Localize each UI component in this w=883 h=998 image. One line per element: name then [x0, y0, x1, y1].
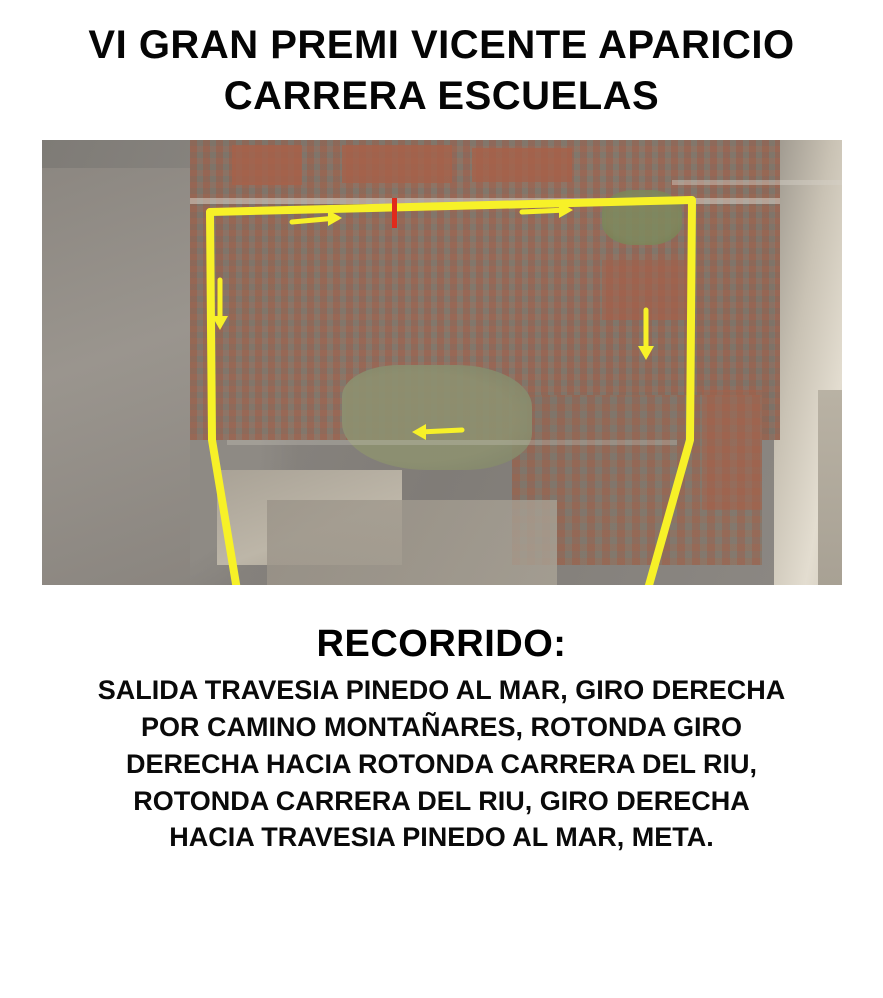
recorrido-description	[22, 672, 862, 856]
title-line-2: CARRERA ESCUELAS	[223, 74, 660, 119]
recorrido-heading: RECORRIDO:	[316, 623, 567, 666]
recorrido-line-4: ROTONDA CARRERA DEL RIU, GIRO DERECHA	[133, 785, 750, 816]
title-line-1: VI GRAN PREMI VICENTE APARICIO	[88, 23, 795, 67]
recorrido-line-2: POR CAMINO MONTAÑARES, ROTONDA GIRO	[140, 712, 742, 743]
start-finish-marker	[392, 198, 397, 228]
map-building-cluster-3	[472, 148, 572, 182]
recorrido-line-5: HACIA TRAVESIA PINEDO AL MAR, META.	[169, 822, 714, 853]
map-field-left	[42, 168, 190, 585]
map-open-lot-south	[267, 500, 557, 585]
map-sea	[818, 390, 842, 585]
map-building-cluster-5	[702, 390, 762, 510]
title-block	[0, 0, 883, 122]
recorrido-line-1: SALIDA TRAVESIA PINEDO AL MAR, GIRO DERECHA	[97, 675, 786, 706]
map-building-cluster-4	[602, 260, 692, 320]
map-green-area	[342, 365, 532, 470]
map-road-north	[190, 198, 780, 204]
map-road-northeast	[672, 180, 842, 185]
course-map	[42, 140, 842, 585]
map-building-cluster-1	[232, 145, 302, 185]
map-building-cluster-2	[342, 145, 452, 183]
map-road-mid	[227, 440, 677, 445]
recorrido-line-3: DERECHA HACIA ROTONDA CARRERA DEL RIU,	[125, 748, 758, 779]
